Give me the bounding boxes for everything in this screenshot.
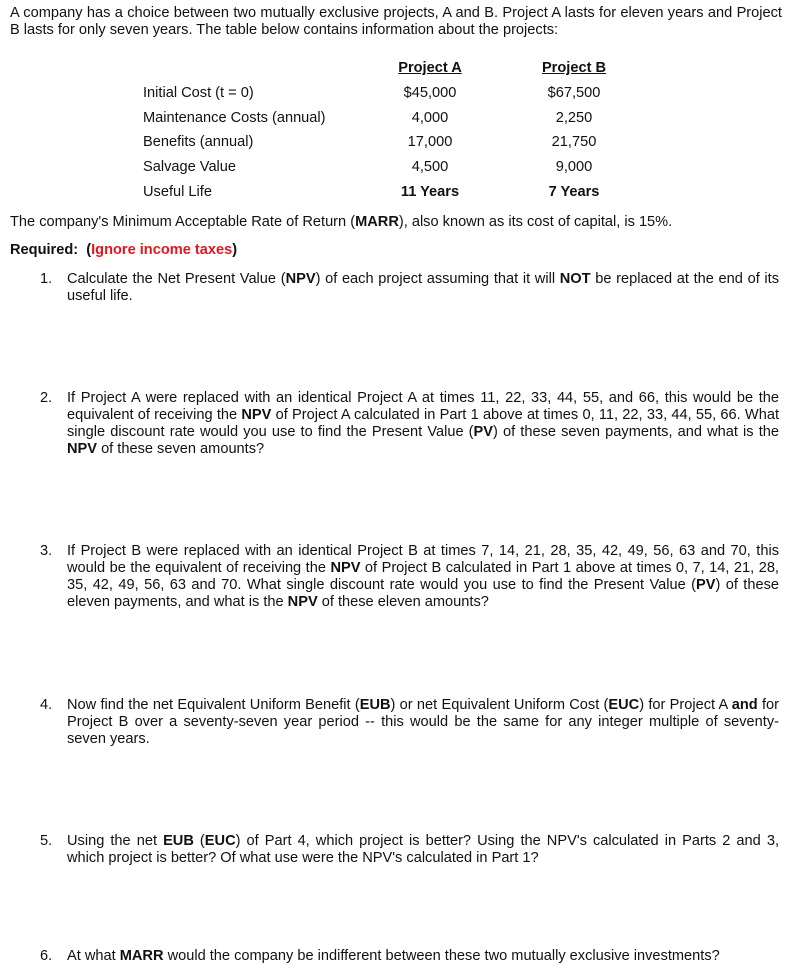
question-text-run: for Project B over a seventy-seven year period -- this would be the same for any integer multiple of seventy-seven years. [67,697,780,747]
question-number: 2. [40,390,53,406]
question-text-run: Now find the net Equivalent Uniform Benefit ( [67,697,360,713]
question-text-run: ) or net Equivalent Uniform Cost ( [390,697,609,713]
project-a-value: 4,000 [411,110,449,126]
question-text [67,833,779,867]
question-text-run: ( [193,833,205,849]
required-label: Required: [10,242,79,258]
table-row [0,85,797,107]
question-bold-term: PV [695,577,716,593]
question-text [67,390,779,458]
header-project-b: Project B [541,60,607,76]
question-bold-term: EUB [359,697,391,713]
question-bold-term: and [731,697,758,713]
question-bold-term: NPV [241,407,272,423]
question-text-run: of these seven amounts? [97,441,265,457]
project-b-value: $67,500 [547,85,601,101]
question-text-run: be replaced at the end of its useful life. [67,271,780,304]
question-text-run: of Project B calculated in Part 1 above at times 0, 7, 14, 21, 28, 35, 42, 49, 56, 63 and 70. What single discount rate would you use to find the Present Value ( [67,560,779,593]
question-text-run: ) of each project assuming that it will [315,271,560,287]
intro-paragraph: A company has a choice between two mutually exclusive projects, A and B. Project A lasts for eleven years and Project B lasts for only seven years. The table below contains information about the projects: [10,5,782,38]
question-bold-term: MARR [119,948,164,964]
project-a-value: 4,500 [411,159,449,175]
row-label: Benefits (annual) [143,134,254,150]
question-text-run: Calculate the Net Present Value ( [67,271,286,287]
question-bold-term: NPV [287,594,318,610]
question-number: 3. [40,543,53,559]
marr-statement [10,214,790,230]
question-bold-term: NPV [67,441,98,457]
question-text-run: If Project A were replaced with an identical Project A at times 11, 22, 33, 44, 55, and 66, this would be the equivalent of receiving the [67,390,779,423]
question-bold-term: NPV [330,560,361,576]
question-text-run: of these eleven amounts? [317,594,489,610]
question-text-run: ) of Part 4, which project is better? Using the NPV's calculated in Parts 2 and 3, which project is better? Of what use were the NPV's calculated in Part 1? [67,833,779,866]
question-text-run: If Project B were replaced with an identical Project B at times 7, 14, 21, 28, 35, 42, 49, 56, 63 and 70, this would be the equivalent of receiving the [67,543,779,576]
required-note: Ignore income taxes [91,242,233,258]
required-heading [10,242,237,258]
project-b-value: 9,000 [555,159,593,175]
question-text [67,271,779,305]
row-label: Salvage Value [143,159,237,175]
question-text [67,697,779,748]
required-paren: ( [86,242,92,258]
question-bold-term: EUB [163,833,194,849]
question-text-run: Using the net [67,833,164,849]
row-label: Useful Life [143,184,212,200]
marr-bold: MARR [355,214,399,230]
required-paren: ) [232,242,238,258]
marr-text: The company's Minimum Acceptable Rate of Return ( [10,214,356,230]
question-text [67,948,779,965]
table-row [0,159,797,181]
question-number: 5. [40,833,53,849]
question-text-run: would the company be indifferent between these two mutually exclusive investments? [163,948,720,964]
question-number: 1. [40,271,53,287]
table-header-row [0,60,797,82]
table-row [0,184,797,206]
row-label: Maintenance Costs (annual) [143,110,326,126]
question-text-run: ) of these seven payments, and what is the [493,424,779,440]
question-bold-term: NPV [285,271,316,287]
question-text-run: At what [67,948,120,964]
question-text-run: ) for Project A [639,697,732,713]
project-b-value: 21,750 [551,134,597,150]
row-label: Initial Cost (t = 0) [143,85,254,101]
question-text [67,543,779,611]
project-b-value: 2,250 [555,110,593,126]
question-bold-term: NOT [559,271,591,287]
project-a-value: $45,000 [403,85,457,101]
project-a-value: 17,000 [407,134,453,150]
question-number: 4. [40,697,53,713]
table-row [0,110,797,132]
question-text-run: of Project A calculated in Part 1 above at times 0, 11, 22, 33, 44, 55, 66. What single discount rate would you use to find the Present Value ( [67,407,779,440]
question-bold-term: EUC [608,697,640,713]
header-project-a: Project A [398,60,462,76]
question-number: 6. [40,948,53,964]
project-b-value: 7 Years [548,184,600,200]
marr-text: ), also known as its cost of capital, is 15%. [398,214,673,230]
question-bold-term: EUC [204,833,236,849]
project-a-value: 11 Years [400,184,460,200]
question-text-run: ) of these eleven payments, and what is the [67,577,779,610]
table-row [0,134,797,156]
question-bold-term: PV [473,424,494,440]
